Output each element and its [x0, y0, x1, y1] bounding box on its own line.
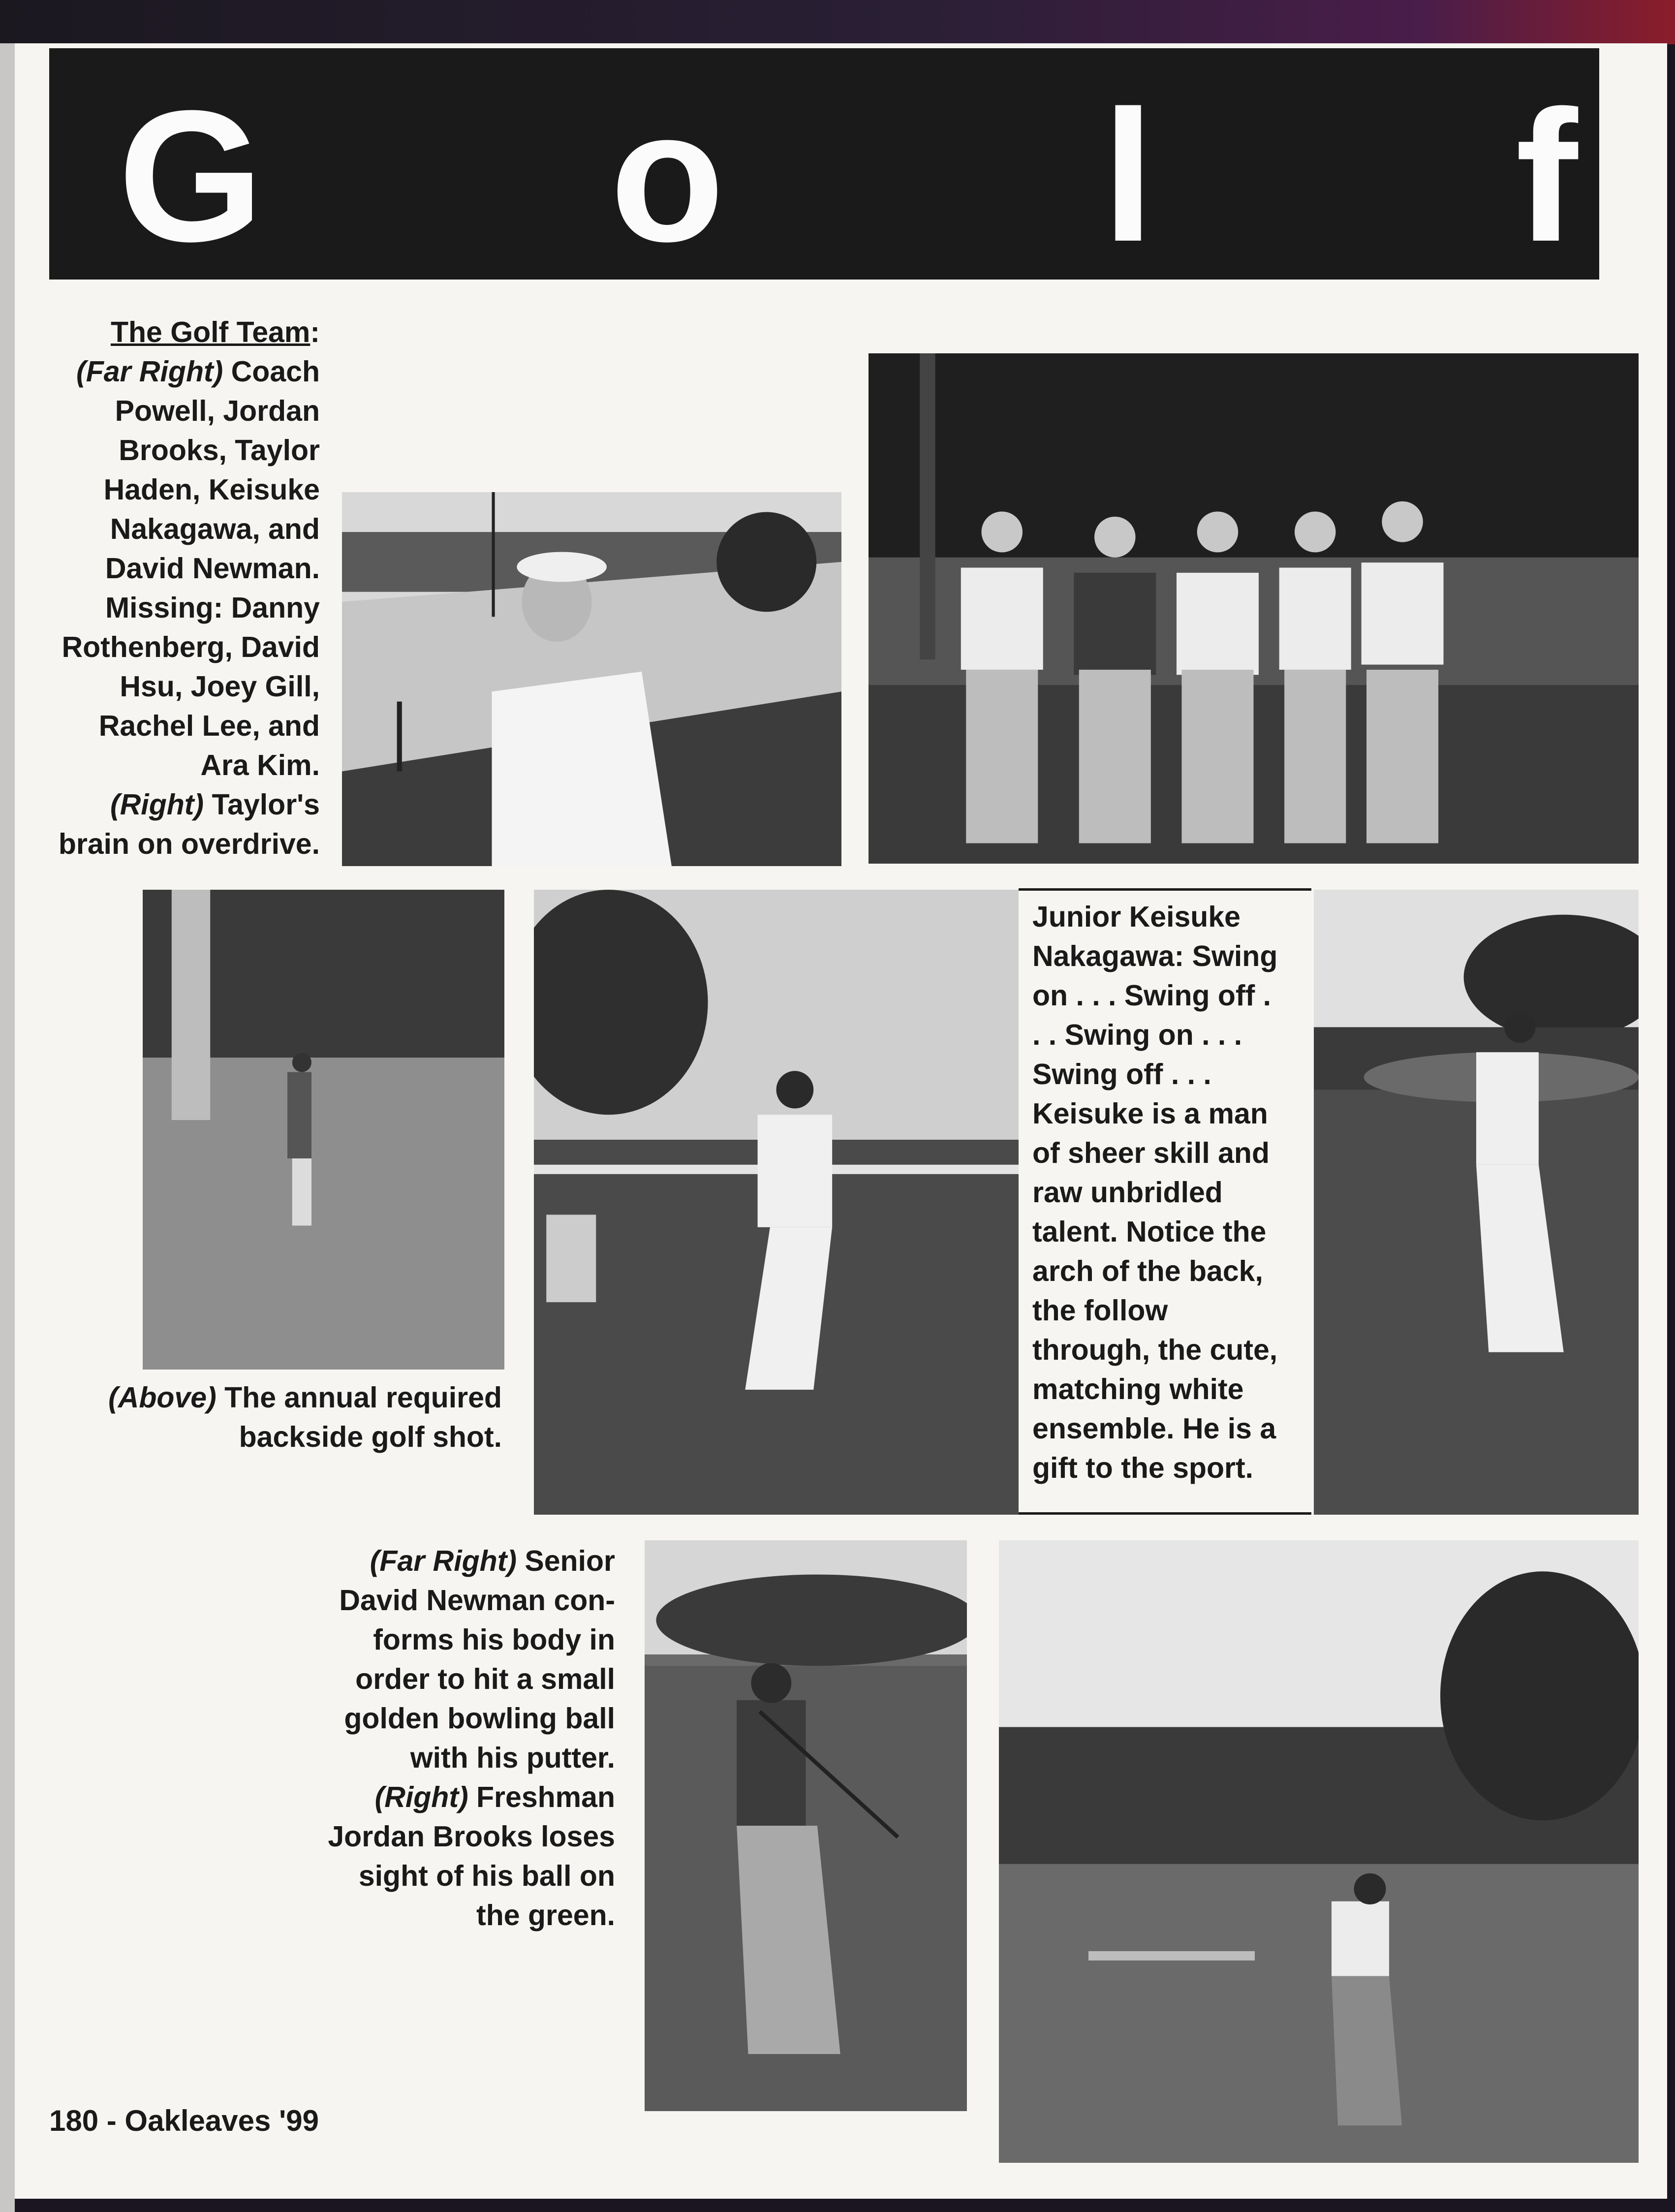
photo-keisuke-swing-off — [1314, 890, 1639, 1515]
photo-backside-golf-shot — [143, 890, 504, 1370]
photo-newman-putter — [645, 1540, 967, 2111]
team-caption: The Golf Team: (Far Right) Coach Powell, Jordan Brooks, Taylor Haden, Keisuke Nakagawa, and David Newman. Missing: Danny Rothenberg, David Hsu, Joey Gill, Rachel Lee, and Ara Kim. (Right) Taylor's brain on overdrive. — [58, 316, 320, 860]
scan-edge — [0, 0, 1675, 44]
backside-caption: (Above) The annual required backside golf shot. — [108, 1381, 502, 1453]
title-banner — [49, 48, 1599, 280]
newman-caption: (Far Right) Senior David Newman con- forms his body in order to hit a small golden bowling ball with his putter. (Right) Freshman Jordan Brooks loses sight of his ball on the green. — [328, 1545, 615, 1932]
photo-brooks-green — [999, 1540, 1639, 2163]
banner-letter-f: f — [1516, 71, 1578, 280]
caption-rule-bottom — [1019, 1512, 1311, 1515]
banner-letter-g: G — [118, 71, 264, 280]
page-folio: 180 - Oakleaves '99 — [49, 2104, 319, 2137]
photo-keisuke-swing-on — [534, 890, 1019, 1515]
photo-taylor-thinking — [342, 492, 841, 866]
banner-letter-l: l — [1102, 71, 1154, 280]
keisuke-caption: Junior Keisuke Nakagawa: Swing on . . . Swing off . . . Swing on . . . Swing off . . . Keisuke is a man of sheer skill and raw unbridled talent. Notice the arch of the back, the follow through, the cute, matching white ensemble. He is a gift to the sport. — [1032, 901, 1278, 1484]
team-caption-heading: The Golf Team — [110, 316, 310, 348]
caption-rule-top — [1019, 888, 1311, 891]
page-edge-shadow — [0, 43, 15, 2212]
banner-letter-o: o — [610, 71, 725, 280]
photo-golf-team-group — [869, 353, 1639, 864]
